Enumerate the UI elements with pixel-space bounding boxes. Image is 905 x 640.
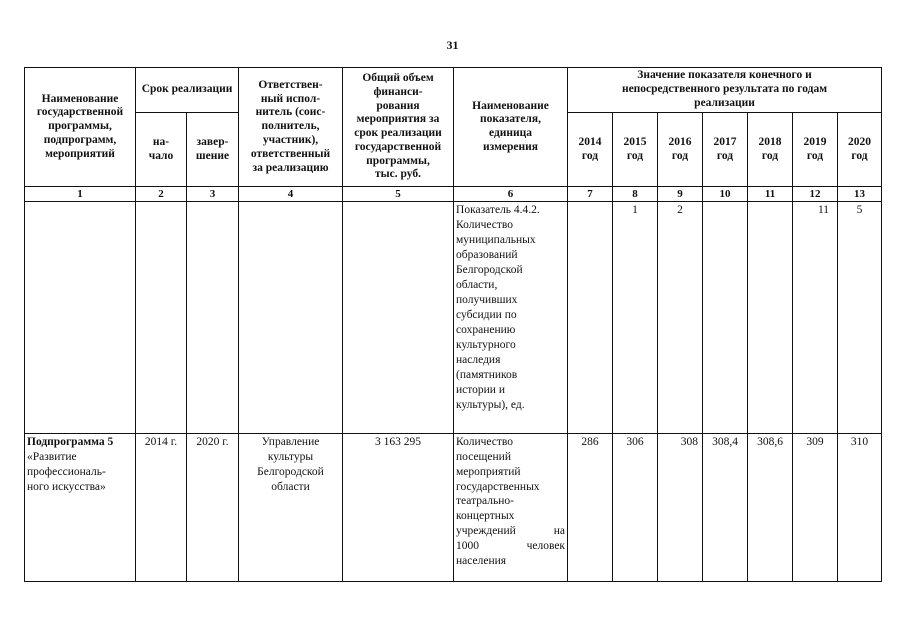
header-year-2020: 2020 год [838,113,882,187]
indicator-cell [454,433,568,581]
column-number: 7 [568,187,613,202]
indicator-line: 1000 человек [456,540,566,553]
column-number: 10 [703,187,748,202]
indicator-table [24,67,882,582]
header-program-name: Наименование государственной программы, подпрограмм, мероприятий [25,68,136,187]
subprogram-title: «Развитие профессиональ- ного искусства» [27,450,106,493]
program-name-cell [25,433,136,581]
indicator-cell: Показатель 4.4.2. Количество муниципальных образований Белгородской области, получивших субсидии по сохранению культурного наследия (памятников истории и культуры), ед. [454,202,568,433]
value-2014 [568,202,613,433]
table-row [25,202,882,433]
value-2016: 2 [658,202,703,433]
header-year-2017: 2017 год [703,113,748,187]
value-2018 [748,202,793,433]
header-period-end: завер- шение [187,113,239,187]
value-2019: 11 [793,202,838,433]
column-number: 9 [658,187,703,202]
indicator-line: театрально- [456,495,514,508]
header-responsible: Ответствен- ный испол- нитель (соис- полнитель, участник), ответственный за реализацию [239,68,343,187]
indicator-line: мероприятий [456,465,521,478]
value-2015: 306 [613,433,658,581]
value-2018: 308,6 [748,433,793,581]
page-number: 31 [446,38,459,52]
value-2020: 310 [838,433,882,581]
indicator-line: посещений [456,450,511,463]
funding-cell [343,202,454,433]
value-2019: 309 [793,433,838,581]
value-2016: 308 [658,433,703,581]
header-year-2014: 2014 год [568,113,613,187]
funding-cell: 3 163 295 [343,433,454,581]
period-start-cell [136,202,187,433]
value-2014: 286 [568,433,613,581]
header-year-2015: 2015 год [613,113,658,187]
table-row [25,433,882,581]
header-indicator: Наименование показателя, единица измерения [454,68,568,187]
indicator-line: государственных [456,480,540,493]
indicator-line: населения [456,555,507,568]
header-values-group: Значение показателя конечного и непосредственного результата по годам реализации [568,68,882,113]
column-number: 3 [187,187,239,202]
header-year-2018: 2018 год [748,113,793,187]
indicator-line: концертных [456,510,515,523]
header-period: Срок реализации [136,68,239,113]
header-year-2016: 2016 год [658,113,703,187]
header-period-start: на- чало [136,113,187,187]
program-name-cell [25,202,136,433]
header-funding: Общий объем финанси- рования мероприятия за срок реализации государственной программы, тыс. руб. [343,68,454,187]
period-end-cell [187,202,239,433]
column-number: 13 [838,187,882,202]
period-end-cell: 2020 г. [187,433,239,581]
header-year-2019: 2019 год [793,113,838,187]
period-start-cell: 2014 г. [136,433,187,581]
column-number: 4 [239,187,343,202]
responsible-cell: Управление культуры Белгородской области [239,433,343,581]
column-number: 11 [748,187,793,202]
column-number: 6 [454,187,568,202]
value-2015: 1 [613,202,658,433]
value-2017 [703,202,748,433]
indicator-line: Количество [456,435,514,448]
column-number: 1 [25,187,136,202]
value-2020: 5 [838,202,882,433]
responsible-cell [239,202,343,433]
column-number: 2 [136,187,187,202]
indicator-line: учреждений на [456,525,566,538]
column-number: 12 [793,187,838,202]
value-2017: 308,4 [703,433,748,581]
column-number: 5 [343,187,454,202]
subprogram-number: Подпрограмма 5 [27,435,114,448]
column-number-row [25,187,882,202]
column-number: 8 [613,187,658,202]
